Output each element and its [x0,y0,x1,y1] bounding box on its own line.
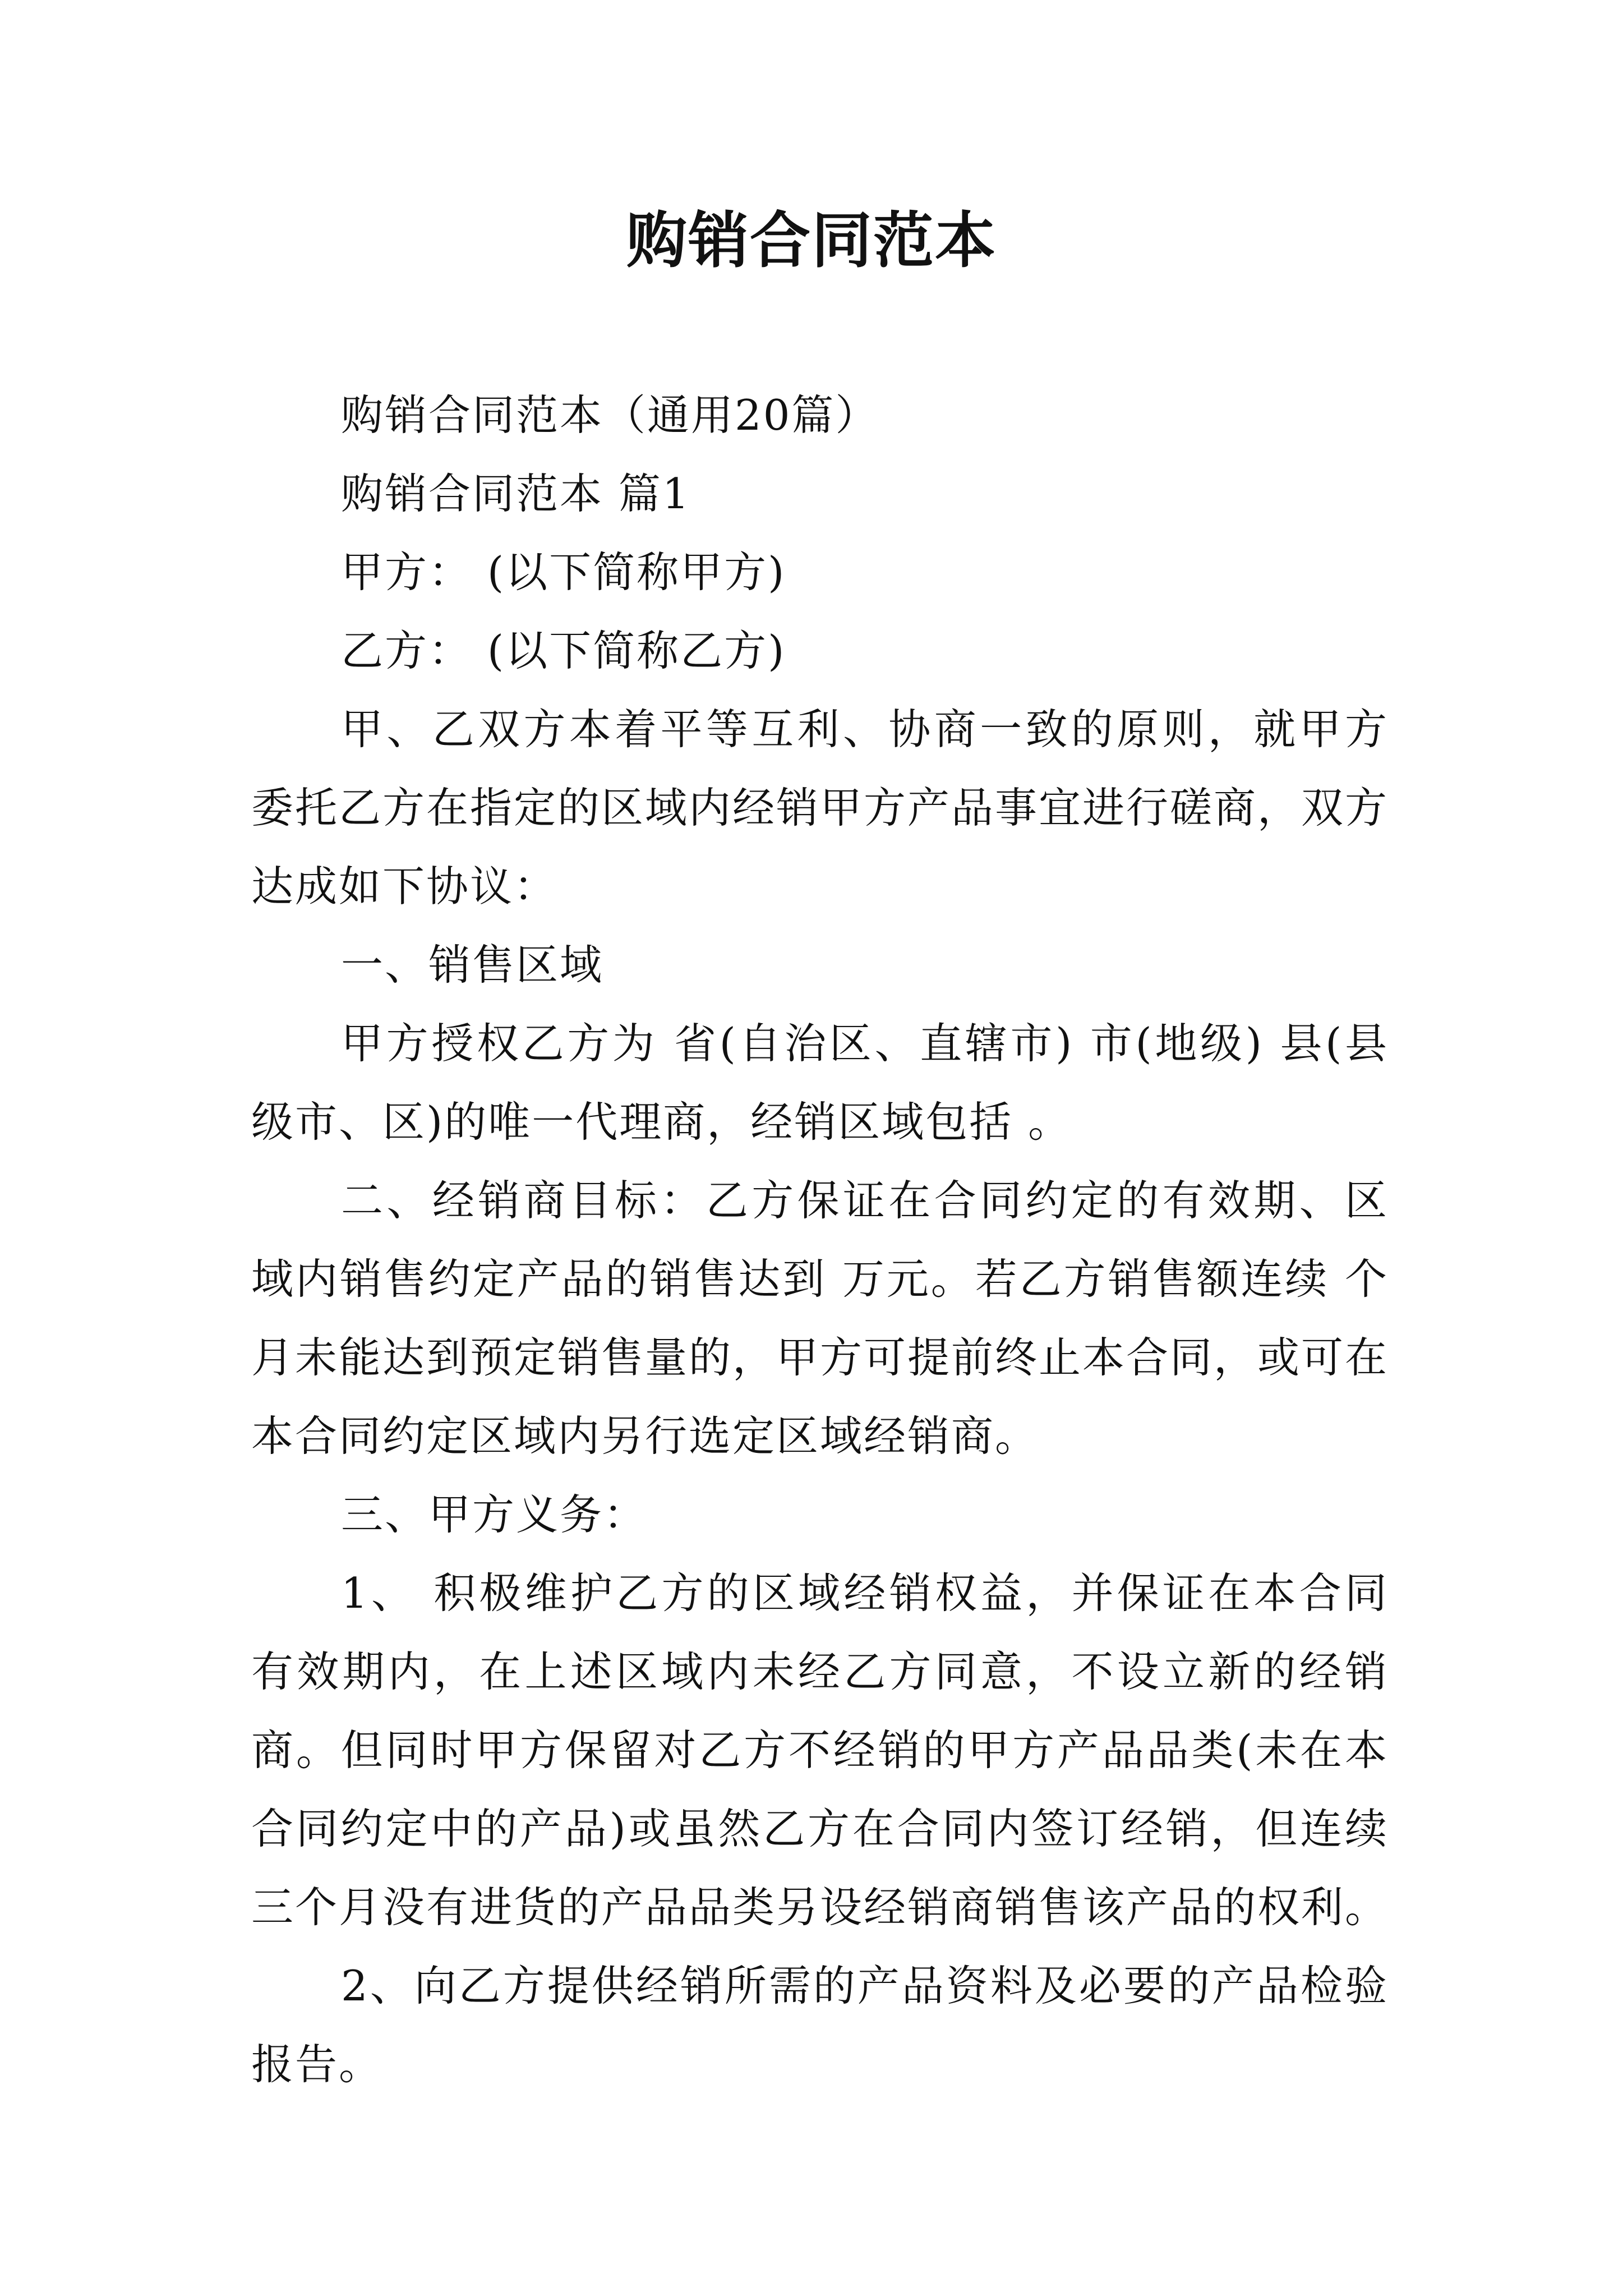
dealer-target-paragraph: 二、经销商目标：乙方保证在合同约定的有效期、区域内销售约定产品的销售达到 万元。若乙方销售额连续 个月未能达到预定销售量的，甲方可提前终止本合同，或可在本合同约定区域内另行选定区域经销商。 [251,1176,1389,1461]
subtitle-paragraph: 购销合同范本（通用20篇） [341,390,879,440]
party-a-line: 甲方： (以下简称甲方) [341,547,786,597]
document-title: 购销合同范本 [626,206,997,276]
obligation-1-paragraph: 1、 积极维护乙方的区域经销权益，并保证在本合同有效期内，在上述区域内未经乙方同意，不设立新的经销商。但同时甲方保留对乙方不经销的甲方产品品类(未在本合同约定中的产品)或虽然乙方在合同内签订经销，但连续三个月没有进货的产品品类另设经销商销售该产品的权利。 [251,1568,1389,1932]
obligation-2-paragraph: 2、向乙方提供经销所需的产品资料及必要的产品检验报告。 [251,1961,1389,2089]
party-b-line: 乙方： (以下简称乙方) [341,626,786,675]
preamble-paragraph: 甲、乙双方本着平等互利、协商一致的原则，就甲方委托乙方在指定的区域内经销甲方产品事宜进行磋商，双方达成如下协议： [251,705,1389,911]
clause-heading-party-a-obligations: 三、甲方义务： [341,1490,648,1539]
sales-region-paragraph: 甲方授权乙方为 省(自治区、直辖市) 市(地级) 县(县级市、区)的唯一代理商，经销区域包括 。 [251,1019,1389,1147]
clause-heading-sales-region: 一、销售区域 [341,940,604,990]
section-heading: 购销合同范本 篇1 [341,469,691,518]
document-body [251,376,1389,2104]
